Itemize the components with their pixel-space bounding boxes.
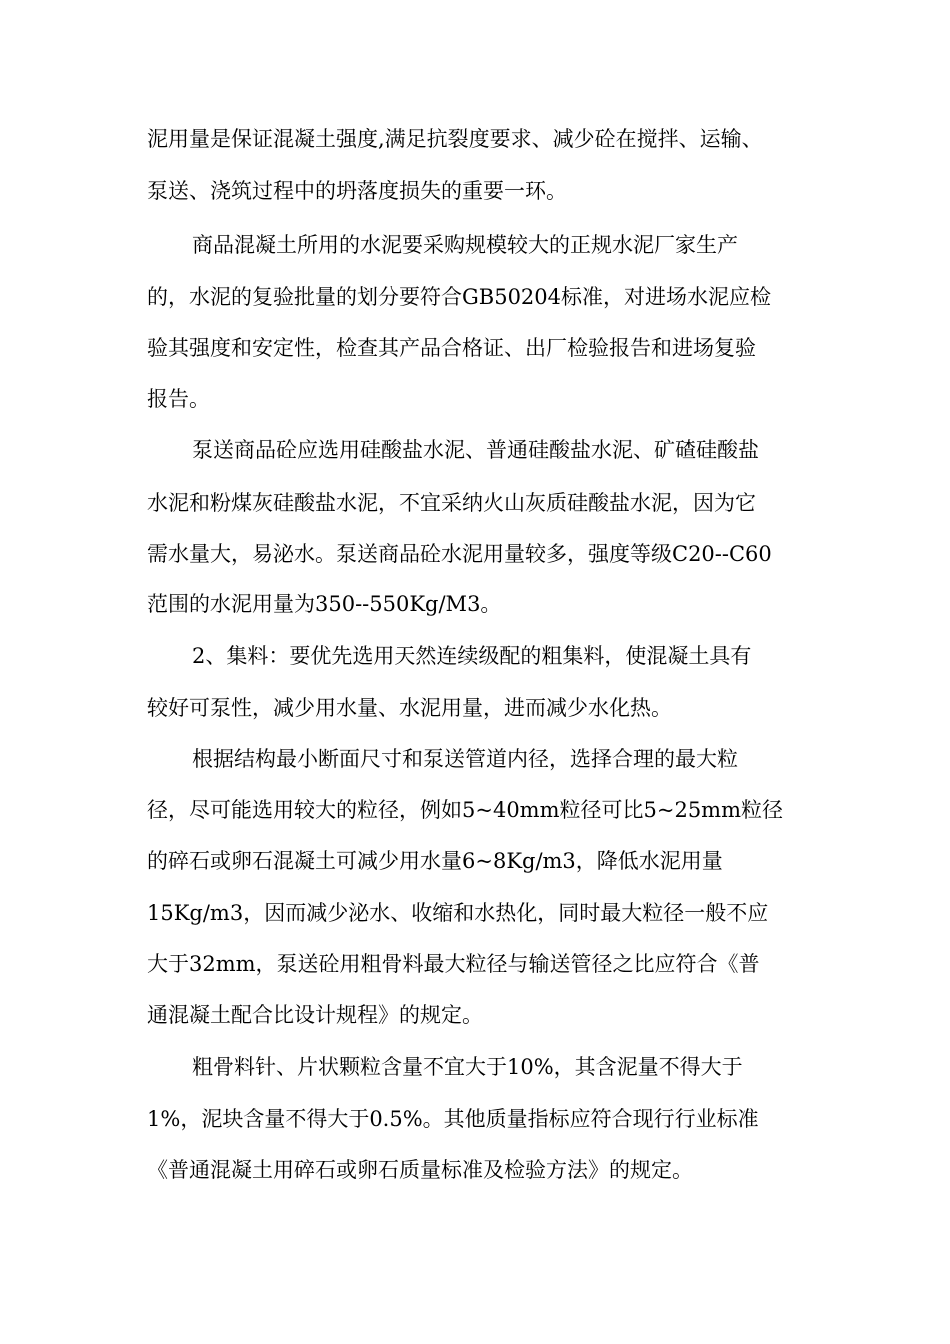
text-line: 根据结构最小断面尺寸和泵送管道内径，选择合理的最大粒: [192, 747, 738, 771]
text-line: 报告。: [147, 387, 210, 411]
text-line: 1%，泥块含量不得大于0.5%。其他质量指标应符合现行行业标准: [147, 1107, 759, 1131]
text-line: 大于32mm，泵送砼用粗骨料最大粒径与输送管径之比应符合《普: [147, 952, 760, 976]
text-line: 《普通混凝土用碎石或卵石质量标准及检验方法》的规定。: [147, 1158, 693, 1182]
text-line: 范围的水泥用量为350--550Kg/M3。: [147, 592, 502, 616]
text-line: 通混凝土配合比设计规程》的规定。: [147, 1003, 483, 1027]
text-line: 水泥和粉煤灰硅酸盐水泥，不宜采纳火山灰质硅酸盐水泥，因为它: [147, 491, 756, 515]
text-line: 验其强度和安定性，检查其产品合格证、出厂检验报告和进场复验: [147, 336, 756, 360]
text-line: 径，尽可能选用较大的粒径，例如5~40mm粒径可比5~25mm粒径: [147, 798, 784, 822]
text-line: 15Kg/m3，因而减少泌水、收缩和水热化，同时最大粒径一般不应: [147, 901, 769, 925]
text-line: 粗骨料针、片状颗粒含量不宜大于10%，其含泥量不得大于: [192, 1055, 743, 1079]
text-line: 需水量大，易泌水。泵送商品砼水泥用量较多，强度等级C20--C60: [147, 542, 772, 566]
text-line: 的碎石或卵石混凝土可减少用水量6~8Kg/m3，降低水泥用量: [147, 849, 723, 873]
text-line: 泵送商品砼应选用硅酸盐水泥、普通硅酸盐水泥、矿碴硅酸盐: [192, 438, 759, 462]
text-line: 较好可泵性，减少用水量、水泥用量，进而减少水化热。: [147, 696, 672, 720]
text-line: 2、集料：要优先选用天然连续级配的粗集料，使混凝土具有: [192, 644, 752, 668]
text-line: 商品混凝土所用的水泥要采购规模较大的正规水泥厂家生产: [192, 233, 738, 257]
text-line: 泵送、浇筑过程中的坍落度损失的重要一环。: [147, 179, 567, 203]
text-line: 泥用量是保证混凝土强度,满足抗裂度要求、减少砼在搅拌、运输、: [147, 127, 763, 151]
text-line: 的，水泥的复验批量的划分要符合GB50204标准，对进场水泥应检: [147, 285, 772, 309]
